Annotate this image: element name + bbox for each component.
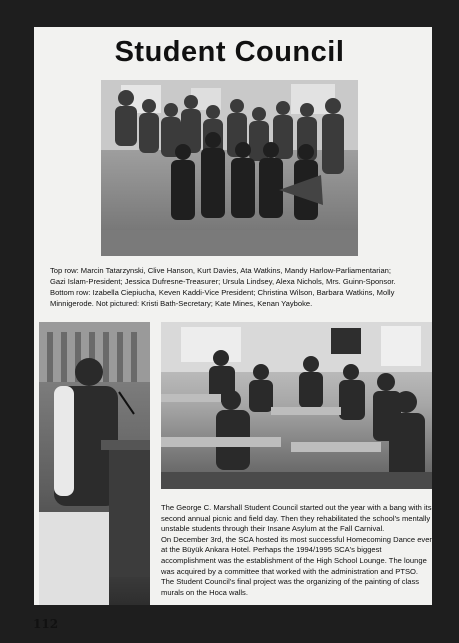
group-photo-art bbox=[101, 80, 358, 256]
group-photo-caption: Top row: Marcin Tatarzynski, Clive Hanson, Kurt Davies, Ata Watkins, Mandy Harlow-Parliamentarian; Gazi Islam-President; Jessica Dufresne-Treasurer; Ursula Lindsey, Alexa Nichols, Mrs. Guinn-Sponsor. Bottom row: Izabella Ciepiucha, Keven Kaddi-Vice President; Christina Wilson, Barbara Watkins, Molly Minnigerode. Not pictured: Kristi Bath-Secretary; Kate Mines, Kenan Yayboke. bbox=[50, 266, 396, 308]
classroom-photo-art bbox=[161, 322, 432, 489]
group-photo bbox=[101, 80, 358, 256]
speaker-photo-art bbox=[39, 322, 150, 605]
page-number: 112 bbox=[33, 617, 59, 631]
speaker-photo bbox=[39, 322, 150, 605]
classroom-photo bbox=[161, 322, 432, 489]
story-paragraph-2: On December 3rd, the SCA hosted its most successful Homecoming Dance ever at the Büyük Ankara Hotel. Perhaps the 1994/1995 SCA's biggest accomplishment was the establishment of the High School Lounge. The lounge was acquired by a committee that worked with the administration and PTSO. The Student Council's final project was the organizing of the painting of class murals on the Hoca walls. bbox=[161, 534, 432, 597]
page-title: Student Council bbox=[114, 36, 345, 68]
story-paragraph-1: The George C. Marshall Student Council started out the year with a bang with its second annual picnic and field day. Then they rehabilitated the school's mentally unstable students through their Insane Asylum at the Fall Carnival. bbox=[161, 503, 432, 534]
story-text bbox=[161, 503, 432, 598]
